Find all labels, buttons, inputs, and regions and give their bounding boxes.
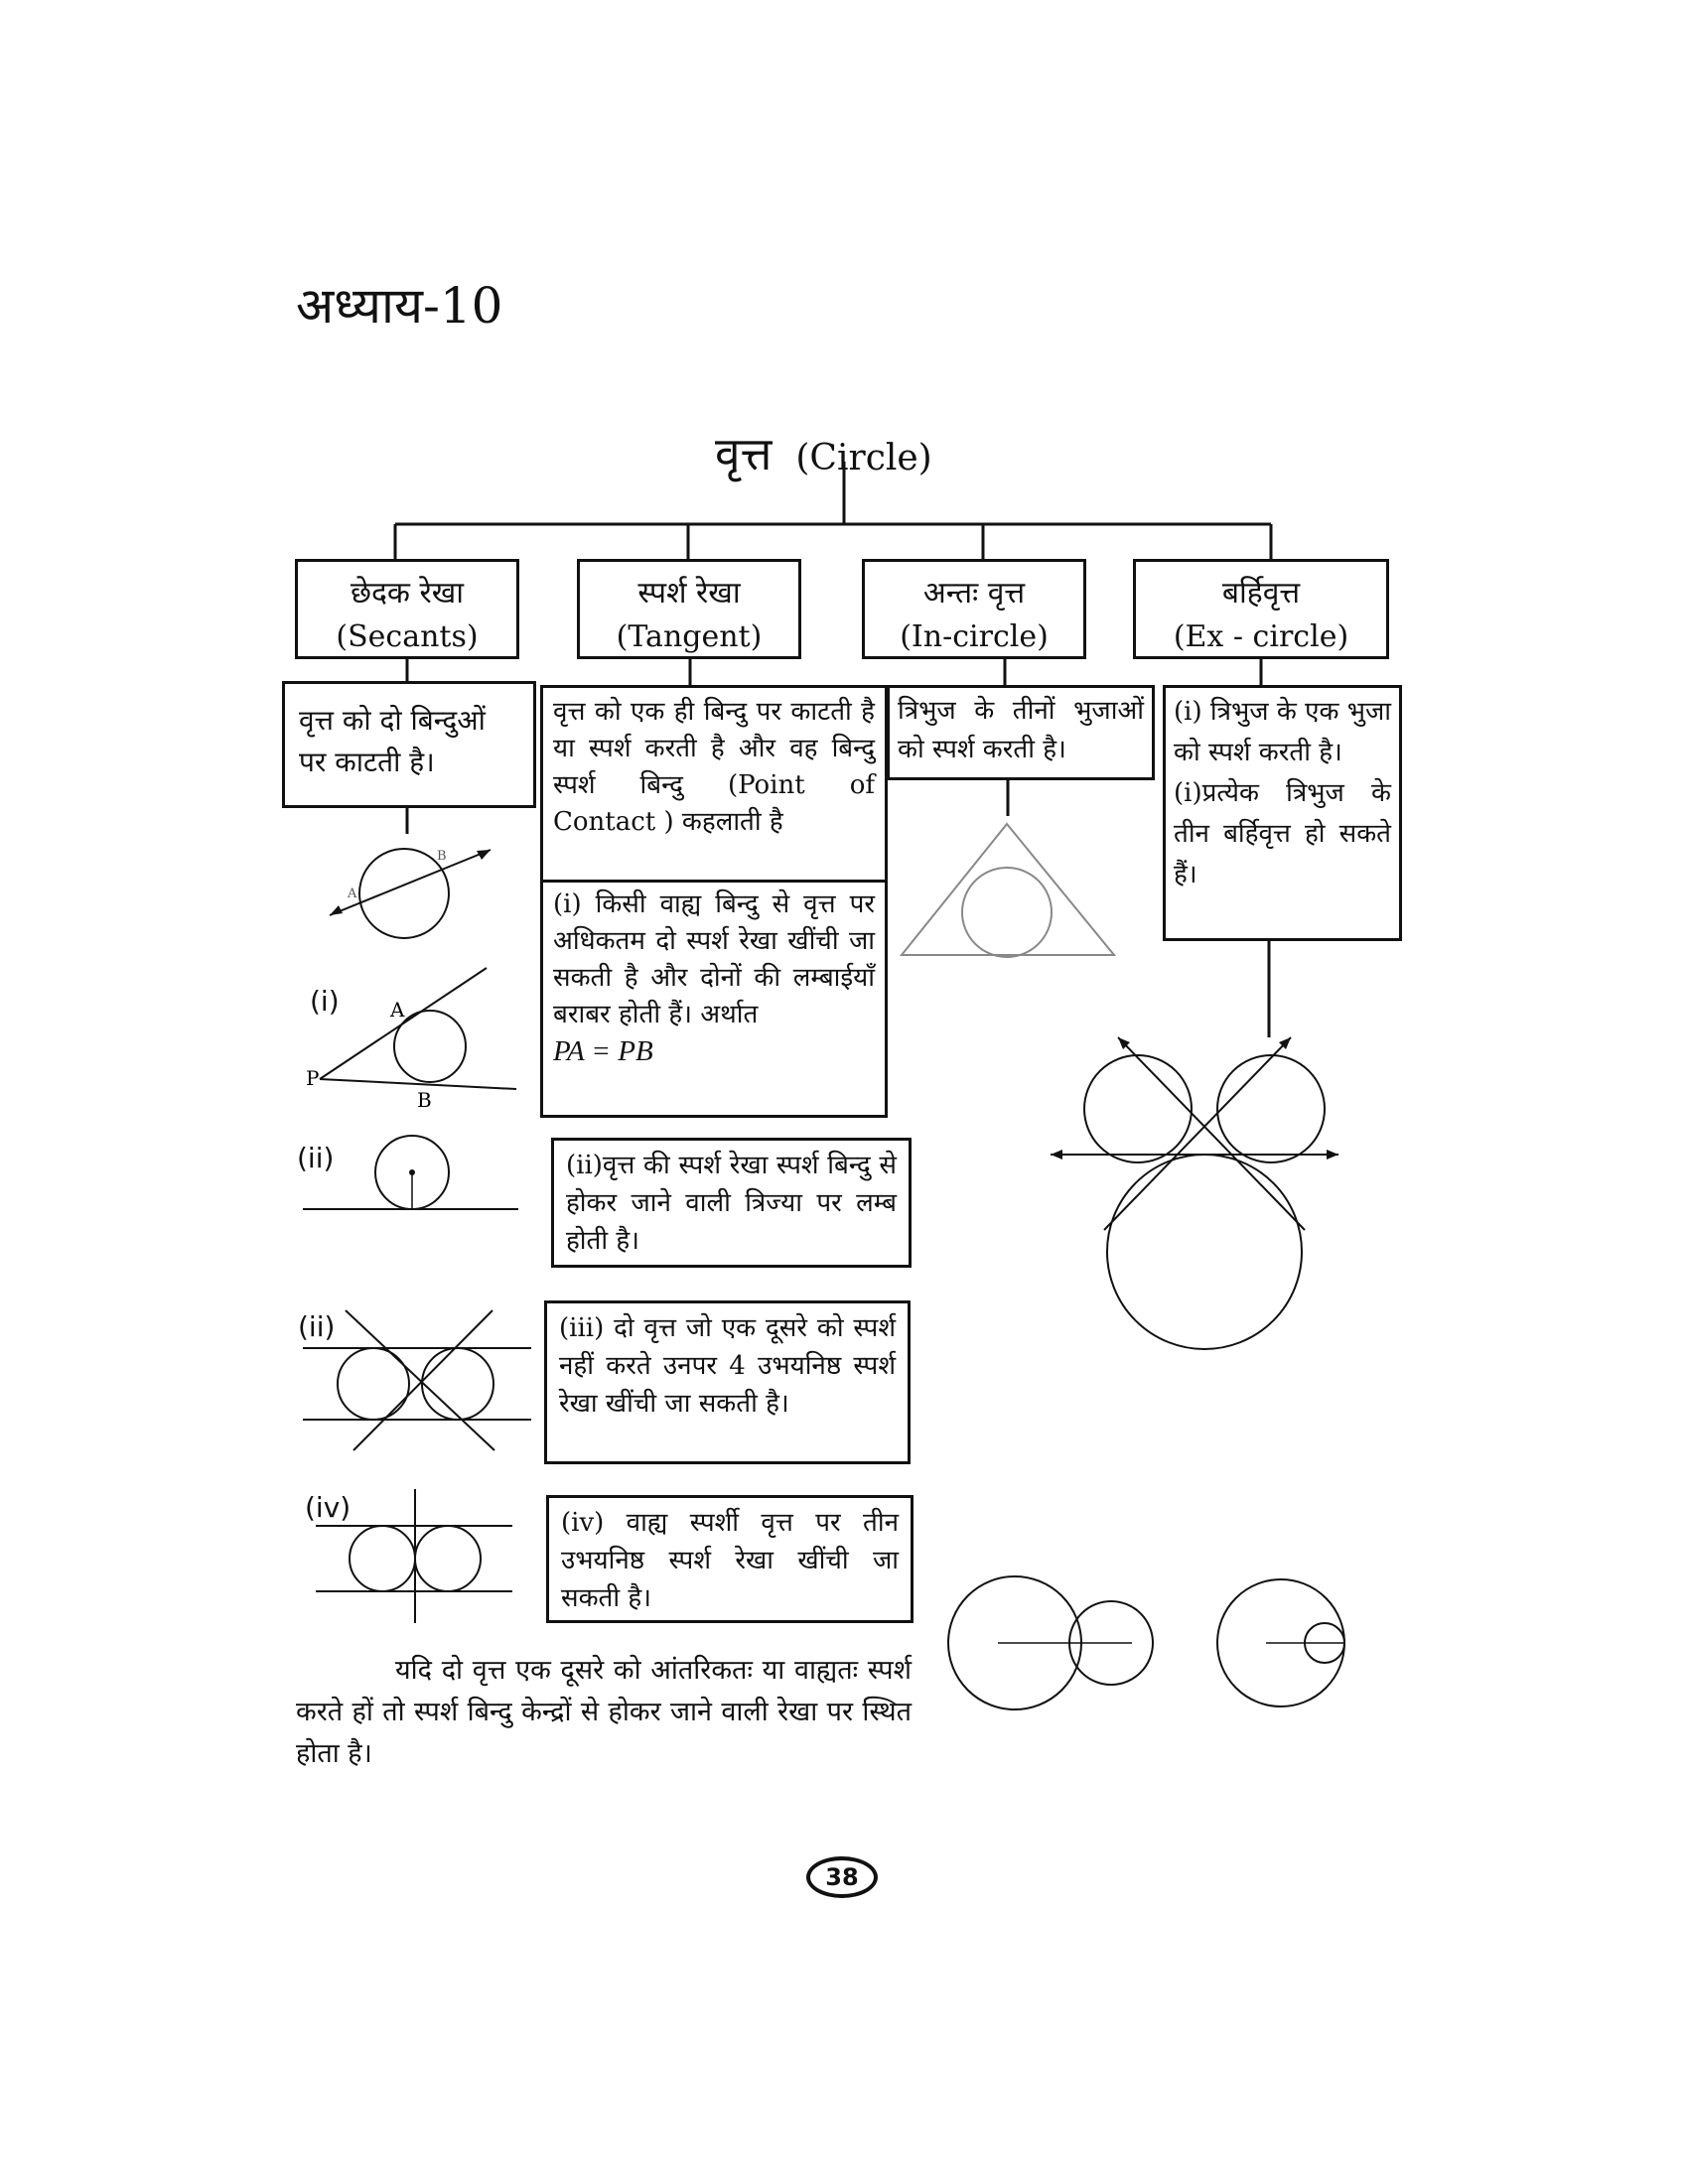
category-excircle-hi: बर्हिवृत्त <box>1221 576 1301 611</box>
label-ii: (ii) <box>297 1142 335 1174</box>
point-p: P <box>306 1066 320 1090</box>
category-incircle <box>862 559 1086 659</box>
tangent-point-iii: (iii) दो वृत्त जो एक दूसरे को स्पर्श नहीं करते उनपर 4 उभयनिष्ठ स्पर्श रेखा खींची जा सकती है। <box>544 1300 911 1464</box>
category-tangent <box>577 559 801 659</box>
excircle-desc-2: (i)प्रत्येक त्रिभुज के तीन बर्हिवृत्त हो सकते हैं। <box>1174 778 1391 889</box>
footer-note: यदि दो वृत्त एक दूसरे को आंतरिकतः या वाह्यतः स्पर्श करते हों तो स्पर्श बिन्दु केन्द्रों से होकर जाने वाली रेखा पर स्थित होता है। <box>296 1655 912 1769</box>
excircle-description <box>1163 685 1402 941</box>
secant-point-b: B <box>437 849 447 864</box>
category-incircle-hi: अन्तः वृत्त <box>922 576 1026 611</box>
secant-description: वृत्त को दो बिन्दुओं पर काटती है। <box>282 681 536 808</box>
secant-diagram <box>318 834 506 953</box>
label-iv: (iv) <box>305 1491 352 1524</box>
incircle-description: त्रिभुज के तीनों भुजाओं को स्पर्श करती है। <box>887 685 1155 780</box>
category-secants-en: (Secants) <box>336 619 479 654</box>
point-a: A <box>390 998 405 1022</box>
category-tangent-en: (Tangent) <box>616 619 763 654</box>
tangent-description: वृत्त को एक ही बिन्दु पर काटती है या स्पर्श करती है और वह बिन्दु स्पर्श बिन्दु (Point of Contact ) कहलाती है <box>540 685 888 884</box>
three-common-tangents-diagram <box>308 1484 526 1628</box>
chapter-heading: अध्याय-10 <box>296 277 503 335</box>
tangent-formula: PA = PB <box>553 1035 653 1067</box>
category-excircle <box>1133 559 1389 659</box>
tangent-point-i-text: (i) किसी वाह्य बिन्दु से वृत्त पर अधिकतम दो स्पर्श रेखा खींची जा सकती है और दोनों की लम्बाईयाँ बराबर होती हैं। अर्थात <box>553 889 875 1029</box>
category-secants-hi: छेदक रेखा <box>350 576 465 611</box>
category-secants <box>295 559 519 659</box>
tangent-point-ii: (ii)वृत्त की स्पर्श रेखा स्पर्श बिन्दु से होकर जाने वाली त्रिज्या पर लम्ब होती है। <box>551 1138 912 1268</box>
category-incircle-en: (In-circle) <box>900 619 1049 654</box>
title-hindi: वृत्त <box>715 427 773 480</box>
excircle-desc-1: (i) त्रिभुज के एक भुजा को स्पर्श करती है। <box>1174 697 1391 767</box>
tangent-point-iv: (iv) वाह्य स्पर्शी वृत्त पर तीन उभयनिष्ठ स्पर्श रेखा खींची जा सकती है। <box>546 1495 914 1623</box>
secant-point-a: A <box>348 887 357 901</box>
external-touch-diagram <box>943 1569 1162 1717</box>
point-b: B <box>417 1088 432 1112</box>
four-common-tangents-diagram <box>298 1305 536 1454</box>
label-ii-again: (ii) <box>298 1310 336 1343</box>
page-number: 38 <box>806 1856 878 1898</box>
category-excircle-en: (Ex - circle) <box>1173 619 1349 654</box>
label-i: (i) <box>310 985 340 1018</box>
tangent-pa-pb-diagram <box>298 963 536 1112</box>
incircle-diagram <box>894 816 1122 965</box>
tangent-radius-diagram <box>298 1132 526 1221</box>
excircle-diagram <box>1043 1027 1350 1355</box>
category-tangent-hi: स्पर्श रेखा <box>637 576 741 611</box>
title-english: (Circle) <box>795 438 932 478</box>
internal-touch-diagram <box>1211 1569 1360 1717</box>
tangent-point-i <box>540 880 888 1118</box>
